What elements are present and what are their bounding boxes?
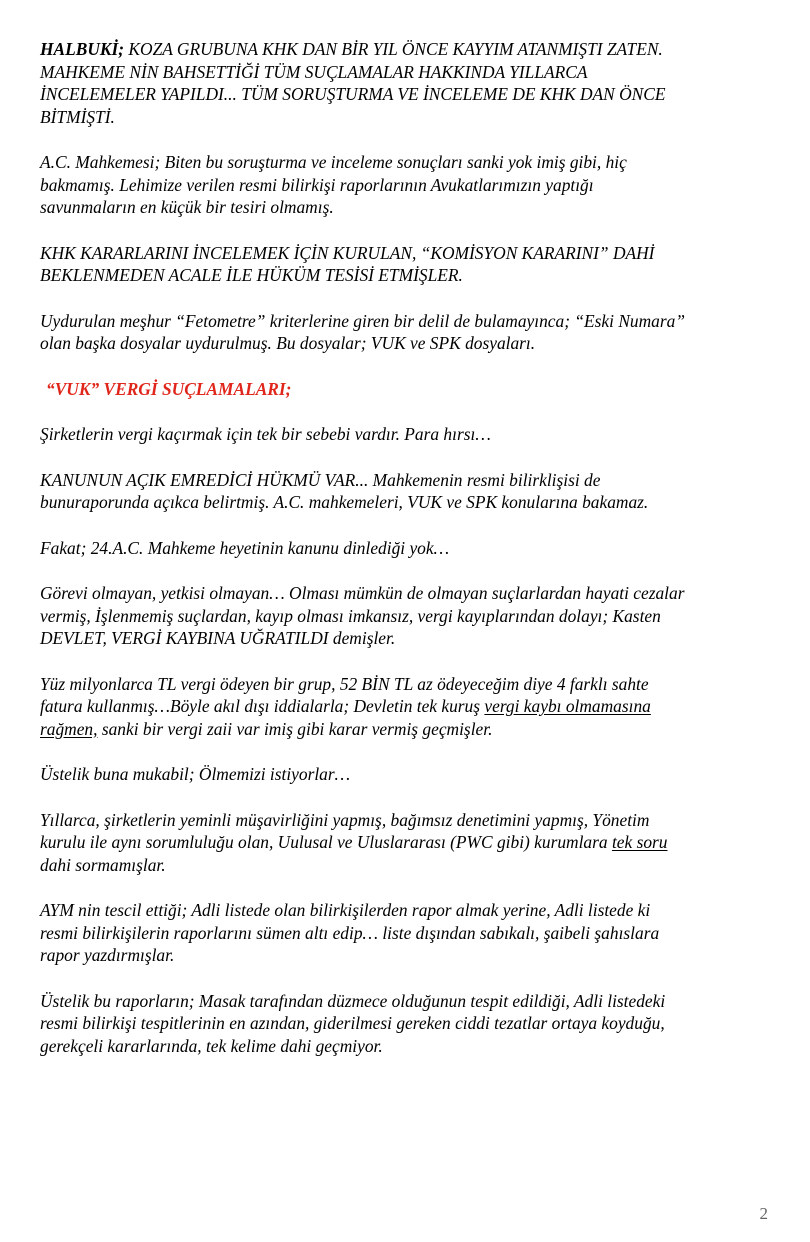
document-page	[40, 38, 775, 1057]
paragraph-text: dahi sormamışlar.	[40, 854, 166, 875]
paragraph-ac-mahkemesi: A.C. Mahkemesi; Biten bu soruşturma ve inceleme sonuçları sanki yok imiş gibi, hiç bakmamış. Lehimize verilen resmi bilirkişi raporlarının Avukatlarımızın yaptığı savunmaların en küçük bir tesiri olmamış.	[40, 152, 627, 217]
paragraph-ustelik-buna: Üstelik buna mukabil; Ölmemizi istiyorlar…	[40, 764, 351, 784]
underlined-phrase: tek soru	[611, 832, 668, 852]
underlined-phrase: vergi kaybı olmamasına rağmen,	[40, 696, 651, 739]
paragraph-gorevi-olmayan: Görevi olmayan, yetkisi olmayan… Olması mümkün de olmayan suçlarlardan hayati cezalar vermiş, İşlenmemiş suçlardan, kayıp olması imkansız, vergi kayıplarından dolayı; Kasten DEVLET, VERGİ KAYBINA UĞRATILDI demişler.	[40, 583, 685, 648]
paragraph-fakat: Fakat; 24.A.C. Mahkeme heyetinin kanunu dinlediği yok…	[40, 537, 450, 558]
paragraph-kanunun-acik: KANUNUN AÇIK EMREDİCİ HÜKMÜ VAR... Mahkemenin resmi bilirklişisi de bunuraporunda açıkca belirtmiş. A.C. mahkemeleri, VUK ve SPK konularına bakamaz.	[40, 469, 649, 512]
paragraph-para-hirsi: Şirketlerin vergi kaçırmak için tek bir sebebi vardır. Para hırsı…	[40, 424, 491, 444]
paragraph-lead-bold: HALBUKİ;	[40, 39, 125, 59]
paragraph-ustelik-raporlarin: Üstelik bu raporların; Masak tarafından düzmece olduğunun tespit edildiği, Adli listedeki resmi bilirkişi tespitlerinin en azından, giderilmesi gereken ciddi tezatlar ortaya koyduğu, gerekçeli kararlarında, tek kelime dahi geçmiyor.	[40, 990, 666, 1056]
paragraph-text: KOZA GRUBUNA KHK DAN BİR YIL ÖNCE KAYYIM ATANMIŞTI ZATEN. MAHKEME NİN BAHSETTİĞİ TÜM SUÇLAMALAR HAKKINDA YILLARCA İNCELEMELER YAPILDI... TÜM SORUŞTURMA VE İNCELEME DE KHK DAN ÖNCE BİTMİŞTİ.	[40, 39, 666, 127]
paragraph-yuz-milyonlarca	[40, 673, 775, 741]
section-heading-vuk: “VUK” VERGİ SUÇLAMALARI;	[46, 378, 292, 399]
paragraph-yillarca	[40, 809, 775, 877]
paragraph-text: Yıllarca, şirketlerin yeminli müşavirliğini yapmış, bağımsız denetimini yapmış, Yönetim kurulu ile aynı sorumluluğu olan, Uulusal ve Uluslararası (PWC gibi) kurumlara	[40, 809, 650, 852]
paragraph-khk-kararlari: KHK KARARLARINI İNCELEMEK İÇİN KURULAN, “KOMİSYON KARARINI” DAHİ BEKLENMEDEN ACALE İLE HÜKÜM TESİSİ ETMİŞLER.	[40, 242, 655, 285]
paragraph-halbuki	[40, 38, 775, 128]
paragraph-aym: AYM nin tescil ettiği; Adli listede olan bilirkişilerden rapor almak yerine, Adli listede ki resmi bilirkişilerin raporlarını sümen altı edip… liste dışından sabıkalı, şaibeli şahıslara rapor yazdırmışlar.	[40, 900, 660, 965]
paragraph-text: sanki bir vergi zaii var imiş gibi karar vermiş geçmişler.	[97, 718, 493, 739]
page-number: 2	[759, 1204, 768, 1223]
paragraph-fetometre: Uydurulan meşhur “Fetometre” kriterlerine giren bir delil de bulamayınca; “Eski Numara” olan başka dosyalar uydurulmuş. Bu dosyalar; VUK ve SPK dosyaları.	[40, 310, 685, 353]
paragraph-text: Yüz milyonlarca TL vergi ödeyen bir grup, 52 BİN TL az ödeyeceğim diye 4 farklı sahte fatura kullanmış…Böyle akıl dışı iddialarla; Devletin tek kuruş	[40, 673, 649, 716]
